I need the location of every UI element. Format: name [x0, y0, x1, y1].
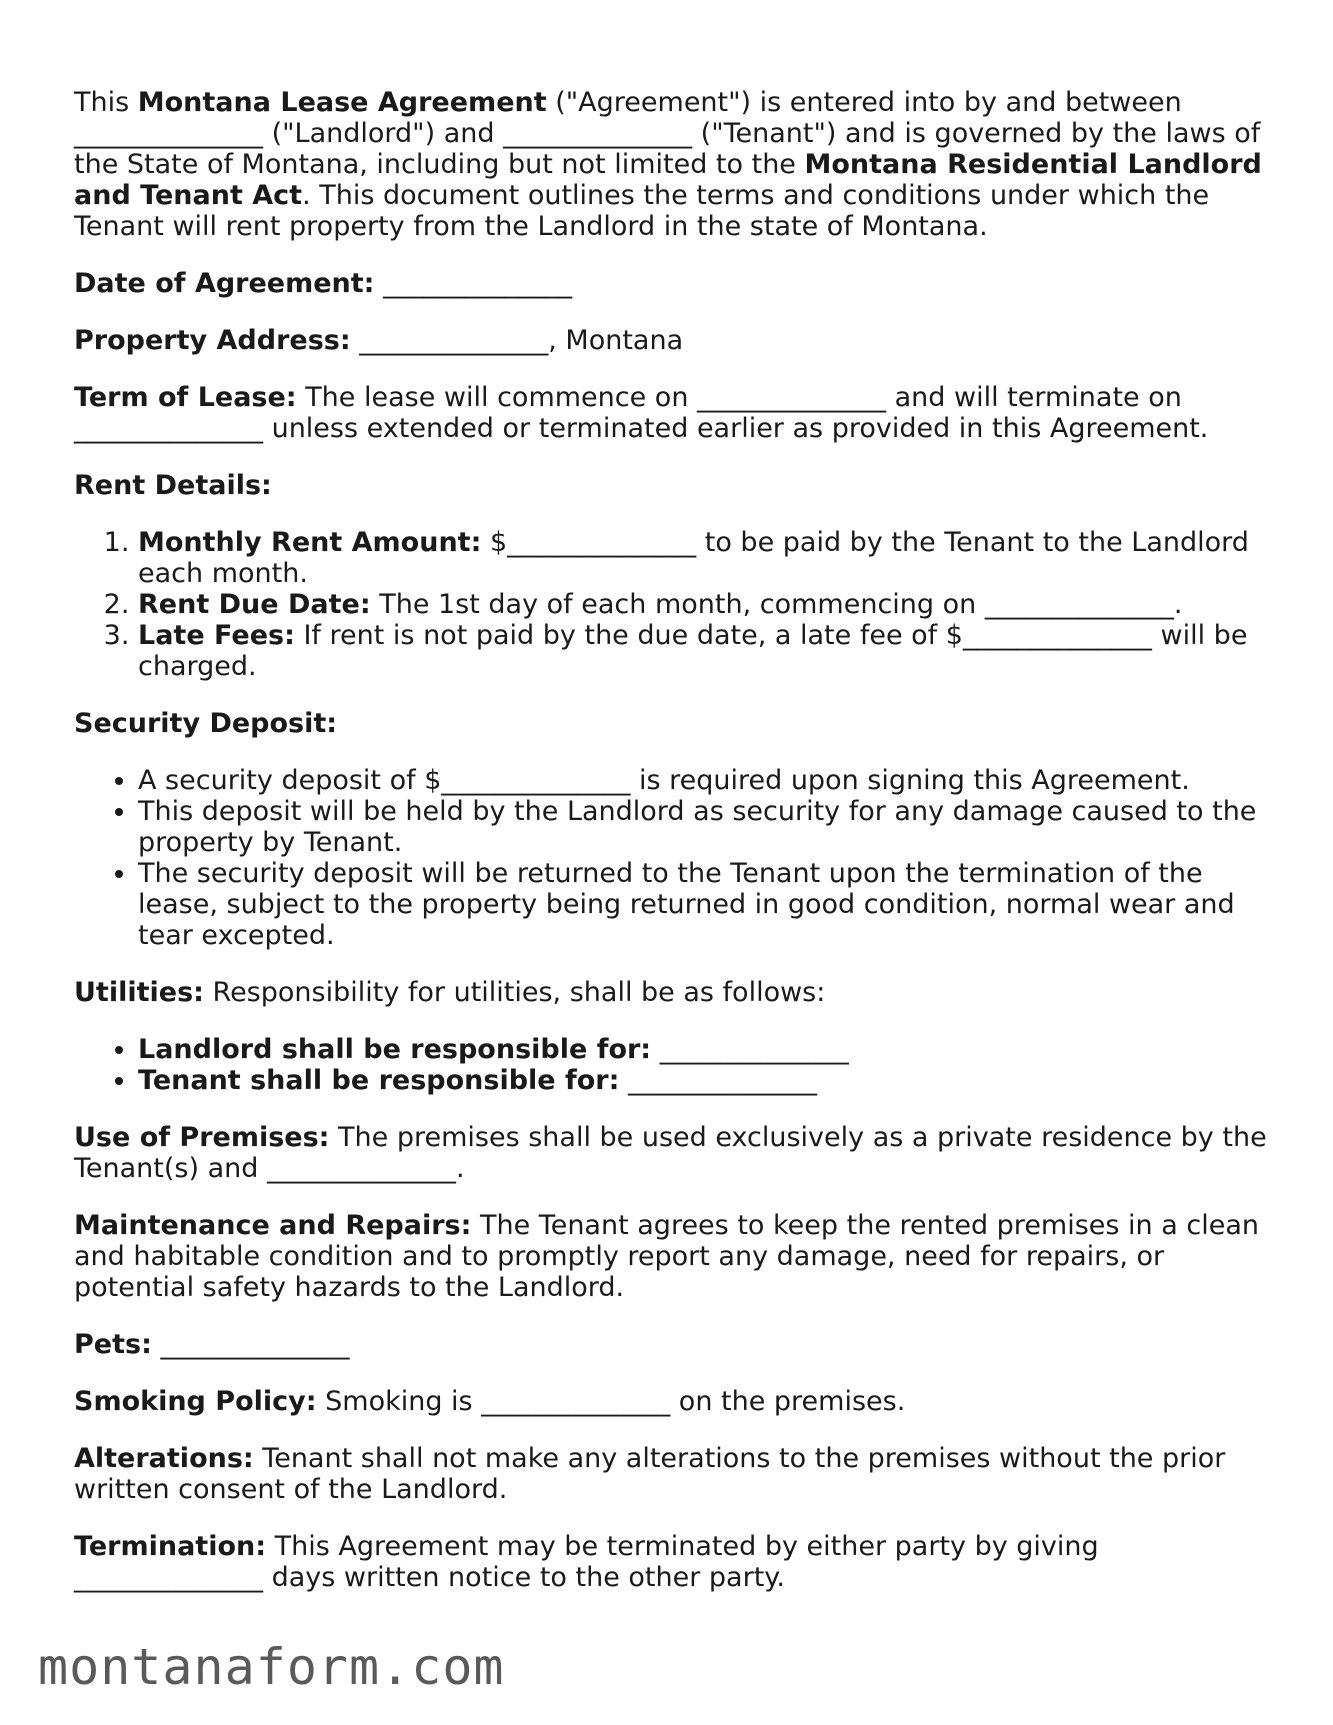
- document-body: [74, 87, 1274, 1619]
- late-fee-blank: ______________: [962, 620, 1152, 651]
- date-blank: ______________: [383, 268, 573, 299]
- commence-date-blank: ______________: [984, 589, 1174, 620]
- start-date-blank: ______________: [697, 382, 887, 413]
- list-item: • The security deposit will be returned to the Tenant upon the termination of the lease, subject to the property being returned in good condition, normal wear and tear excepted.: [138, 858, 1274, 951]
- list-item: • Landlord shall be responsible for: ______________: [138, 1034, 1274, 1065]
- end-date-blank: ______________: [74, 413, 263, 444]
- address-blank: ______________: [359, 325, 549, 356]
- rent-details-heading: Rent Details:: [74, 470, 272, 501]
- list-item: • A security deposit of $______________ is required upon signing this Agreement.: [138, 765, 1274, 796]
- site-watermark: montanaform.com: [38, 1638, 505, 1696]
- pets: Pets: ______________: [74, 1329, 350, 1360]
- notice-days-blank: ______________: [74, 1562, 263, 1593]
- tenant-name-blank: ______________: [503, 118, 693, 149]
- intro-paragraph: This Montana Lease Agreement ("Agreement") is entered into by and between ______________ ("Landlord") and ______________ ("Tenant") and is governed by the laws of the State of Montana, including but not limited to the Montana Residential Landlord and Tenant Act. This document outlines the terms and conditions under which the Tenant will rent property from the Landlord in the state of Montana.: [74, 87, 1262, 242]
- property-address: Property Address: ______________, Montana: [74, 325, 684, 356]
- list-item: 2. Rent Due Date: The 1st day of each month, commencing on ______________.: [138, 589, 1274, 620]
- security-deposit-heading: Security Deposit:: [74, 708, 338, 739]
- term-of-lease: Term of Lease: The lease will commence on ______________ and will terminate on ______________ unless extended or terminated earlier as provided in this Agreement.: [74, 382, 1209, 444]
- landlord-name-blank: ______________: [74, 118, 263, 149]
- list-item: 1. Monthly Rent Amount: $______________ to be paid by the Tenant to the Landlord each month.: [138, 527, 1274, 589]
- utilities-list: [74, 1034, 1274, 1096]
- agreement-title: Montana Lease Agreement: [137, 87, 547, 118]
- utilities: Utilities: Responsibility for utilities, shall be as follows:: [74, 977, 826, 1008]
- occupants-blank: ______________: [266, 1153, 456, 1184]
- date-of-agreement: Date of Agreement: ______________: [74, 268, 573, 299]
- pets-blank: ______________: [160, 1329, 350, 1360]
- rent-amount-blank: ______________: [507, 527, 697, 558]
- alterations: Alterations: Tenant shall not make any alterations to the premises without the prior written consent of the Landlord.: [74, 1443, 1226, 1505]
- smoking-blank: ______________: [481, 1386, 671, 1417]
- maintenance-and-repairs: Maintenance and Repairs: The Tenant agrees to keep the rented premises in a clean and habitable condition and to promptly report any damage, need for repairs, or potential safety hazards to the Landlord.: [74, 1210, 1259, 1303]
- landlord-utilities-blank: ______________: [659, 1034, 849, 1065]
- termination: Termination: This Agreement may be terminated by either party by giving ______________ days written notice to the other party.: [74, 1531, 1099, 1593]
- smoking-policy: Smoking Policy: Smoking is ______________ on the premises.: [74, 1386, 906, 1417]
- use-of-premises: Use of Premises: The premises shall be used exclusively as a private residence by the Tenant(s) and ______________.: [74, 1122, 1267, 1184]
- list-item: • Tenant shall be responsible for: ______________: [138, 1065, 1274, 1096]
- act-name: Montana Residential Landlord and Tenant Act: [74, 149, 1262, 211]
- rent-details-list: [74, 527, 1274, 682]
- security-deposit-list: [74, 765, 1274, 951]
- deposit-amount-blank: ______________: [441, 765, 631, 796]
- list-item: • This deposit will be held by the Landlord as security for any damage caused to the property by Tenant.: [138, 796, 1274, 858]
- tenant-utilities-blank: ______________: [628, 1065, 817, 1096]
- list-item: 3. Late Fees: If rent is not paid by the due date, a late fee of $______________ will be charged.: [138, 620, 1274, 682]
